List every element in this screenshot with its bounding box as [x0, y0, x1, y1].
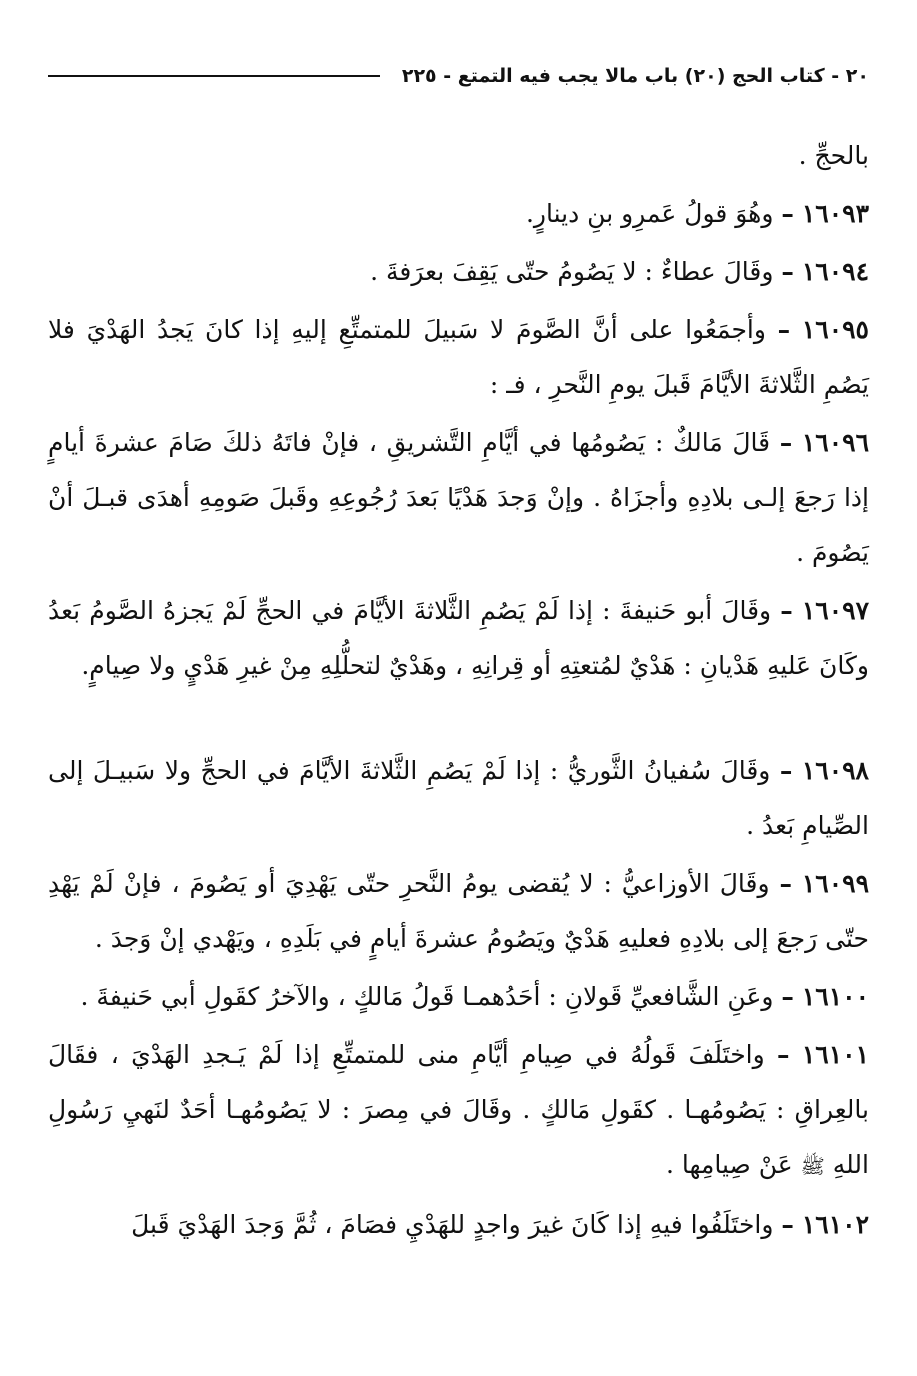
paragraph-text: وقَالَ أبو حَنيفةَ : إذا لَمْ يَصُمِ الثَّلاثةَ الأيَّامَ في الحجِّ لَمْ يَجزهُ الصَّومُ بَعدُ وكَانَ عَليهِ هَدْيانِ : هَدْيٌ لمُتعتِهِ أو قِرانِهِ ، وهَدْيٌ لتحلُّلِهِ مِنْ غيرِ هَدْيٍ ولا صِيامٍ.	[48, 596, 869, 680]
honorific-mark: ﷺ	[800, 1154, 825, 1178]
paragraph-text: وقَالَ عطاءٌ : لا يَصُومُ حتّى يَقِفَ بعرَفةَ .	[370, 257, 774, 286]
header-title: ٢٠ - كتاب الحج (٢٠) باب مالا يجب فيه التمتع - ٢٢٥	[401, 65, 869, 87]
paragraph-number: ١٦١٠١	[801, 1040, 870, 1069]
number-separator: –	[781, 257, 794, 286]
number-separator: –	[779, 869, 792, 898]
paragraph-text: وهُوَ قولُ عَمرِو بنِ دينارٍ.	[525, 199, 774, 228]
number-separator: –	[777, 315, 791, 344]
paragraph-continuation	[48, 128, 869, 183]
paragraph-number: ١٦١٠٢	[801, 1210, 869, 1239]
paragraph-number: ١٦٠٩٥	[801, 315, 869, 344]
paragraph-16098	[48, 743, 869, 853]
paragraph-16099	[48, 856, 869, 966]
paragraph-text: واختَلَفَ قَولُهُ في صِيامِ أيَّامِ منى للمتمتِّعِ إذا لَمْ يَـجدِ الهَدْيَ ، فقَالَ بالعِراقِ : يَصُومُهـا . كقَولِ مَالكٍ . وقَالَ في مِصرَ : لا يَصُومُهـا أحَدٌ لنَهيِ رَسُولِ اللهِ	[48, 1040, 869, 1179]
header-rule	[48, 75, 380, 77]
paragraph-number: ١٦٠٩٦	[801, 428, 869, 457]
paragraph-number: ١٦٠٩٨	[801, 756, 869, 785]
page-body	[48, 128, 869, 1255]
paragraph-16101	[48, 1027, 869, 1194]
paragraph-text: وعَنِ الشَّافعيِّ قَولانِ : أحَدُهمـا قَولُ مَالكٍ ، والآخرُ كقَولِ أبي حَنيفةَ .	[80, 982, 774, 1011]
number-separator: –	[779, 428, 793, 457]
paragraph-number: ١٦٠٩٤	[801, 257, 869, 286]
paragraph-16102	[48, 1197, 869, 1252]
number-separator: –	[781, 199, 794, 228]
paragraph-text: واختَلَفُوا فيهِ إذا كَانَ غيرَ واجدٍ للهَدْيِ فصَامَ ، ثُمَّ وَجدَ الهَدْيَ قَبلَ	[131, 1210, 774, 1239]
paragraph-text-after: عَنْ صِيامِها .	[665, 1150, 793, 1179]
paragraph-16097	[48, 583, 869, 693]
paragraph-number: ١٦٠٩٧	[801, 596, 869, 625]
number-separator: –	[779, 756, 793, 785]
paragraph-16093	[48, 186, 869, 241]
number-separator: –	[781, 982, 794, 1011]
running-header	[48, 58, 869, 94]
paragraph-16095	[48, 302, 869, 412]
paragraph-text: وقَالَ الأوزاعيُّ : لا يُقضى يومُ النَّحرِ حتّى يَهْدِيَ أو يَصُومَ ، فإنْ لَمْ يَهْدِ حتّى رَجعَ إلى بلادِهِ فعليهِ هَدْيٌ ويَصُومُ عشرةَ أيامٍ في بَلَدِهِ ، ويَهْدي إنْ وَجدَ .	[48, 869, 869, 953]
number-separator: –	[777, 1040, 790, 1069]
paragraph-16094	[48, 244, 869, 299]
paragraph-number: ١٦١٠٠	[801, 982, 869, 1011]
paragraph-text: قَالَ مَالكٌ : يَصُومُها في أيَّامِ التَّشريقِ ، فإنْ فاتَهُ ذلكَ صَامَ عشرةَ أيامٍ إذا رَجعَ إلـى بلادِهِ وأجزَاهُ . وإنْ وَجدَ هَدْيًا بَعدَ رُجُوعِهِ وقَبلَ صَومِهِ أهدَى قبـلَ أنْ يَصُومَ .	[48, 428, 869, 567]
paragraph-number: ١٦٠٩٩	[801, 869, 869, 898]
number-separator: –	[780, 596, 793, 625]
paragraph-number: ١٦٠٩٣	[801, 199, 869, 228]
paragraph-text: بالحجِّ .	[798, 141, 869, 170]
paragraph-16096	[48, 415, 869, 580]
paragraph-16100	[48, 969, 869, 1024]
paragraph-text: وأجمَعُوا على أنَّ الصَّومَ لا سَبيلَ للمتمتِّعِ إليهِ إذا كانَ يَجدُ الهَدْيَ فلا يَصُمِ الثَّلاثةَ الأيَّامَ قَبلَ يومِ النَّحرِ ، فـ :	[48, 315, 869, 399]
paragraph-text: وقَالَ سُفيانُ الثَّوريُّ : إذا لَمْ يَصُمِ الثَّلاثةَ الأيَّامَ في الحجِّ ولا سَبيـلَ إلى الصِّيامِ بَعدُ .	[48, 756, 869, 840]
number-separator: –	[781, 1210, 794, 1239]
